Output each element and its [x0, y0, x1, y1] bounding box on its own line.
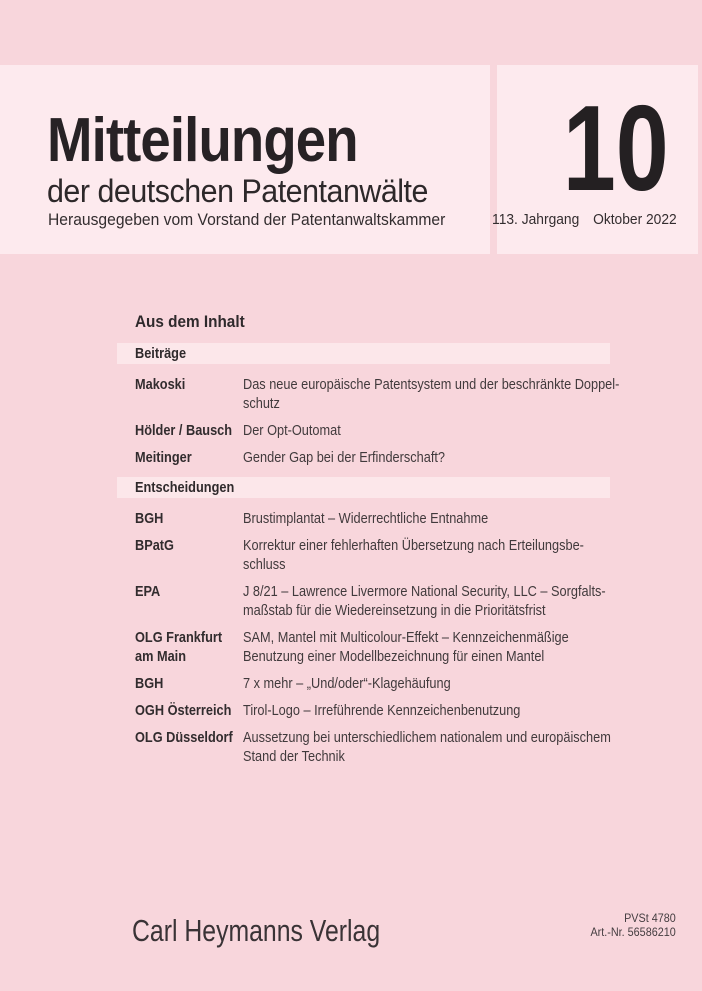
entry-label: BGH — [135, 675, 164, 692]
entry-text: Brustimplantat – Widerrechtliche Entnahme — [243, 510, 489, 527]
toc-entry — [135, 582, 610, 620]
footer-print-info — [581, 911, 676, 939]
entry-text: 7 x mehr – „Und/oder“-Klagehäufung — [243, 675, 451, 692]
toc-entry — [135, 421, 610, 440]
toc-entry — [135, 536, 610, 574]
entry-label: EPA — [135, 583, 161, 600]
section-title: Entscheidungen — [135, 479, 235, 496]
entry-label: OLG Frankfurt am Main — [135, 629, 223, 665]
toc-section-beitraege — [117, 343, 620, 475]
section-entries — [135, 375, 620, 467]
entry-text: SAM, Mantel mit Multicolour-Effekt – Kennzeichenmäßige Benutzung einer Modellbezeichnung für einen Mantel — [243, 629, 569, 665]
footer-publisher-text: Carl Heymanns Verlag — [132, 913, 381, 948]
journal-subtitle — [47, 175, 448, 207]
section-entries — [135, 509, 610, 766]
journal-title-text: Mitteilungen — [47, 106, 358, 175]
issue-dateline — [492, 212, 677, 227]
toc-section-entscheidungen — [117, 477, 610, 774]
toc-entry — [135, 701, 610, 720]
publisher-line — [48, 211, 480, 228]
postal-code: PVSt 4780 — [624, 911, 676, 925]
entry-text: J 8/21 – Lawrence Livermore National Security, LLC – Sorgfalts- maßstab für die Wiedereinsetzung in die Prioritätsfrist — [243, 583, 606, 619]
entry-label: BGH — [135, 510, 164, 527]
entry-label: Makoski — [135, 376, 186, 393]
entry-label: OGH Österreich — [135, 702, 232, 719]
toc-entry — [135, 448, 610, 467]
entry-label: BPatG — [135, 537, 174, 554]
entry-text: Das neue europäische Patentsystem und der beschränkte Doppel- schutz — [243, 376, 620, 412]
entry-text: Gender Gap bei der Erfinderschaft? — [243, 449, 445, 466]
journal-title — [47, 106, 400, 175]
toc-heading-text: Aus dem Inhalt — [135, 312, 245, 331]
toc-entry — [135, 674, 610, 693]
issue-date: Oktober 2022 — [593, 211, 677, 228]
section-bar — [117, 343, 610, 364]
journal-subtitle-text: der deutschen Patentanwälte — [47, 173, 428, 209]
toc-entry — [135, 628, 610, 666]
issue-number — [533, 80, 669, 216]
toc-entry — [135, 375, 620, 413]
volume-label: 113. Jahrgang — [492, 211, 580, 228]
toc-entry — [135, 509, 610, 528]
publisher-line-text: Herausgegeben vom Vorstand der Patentanwaltskammer — [48, 210, 446, 229]
section-bar — [117, 477, 610, 498]
footer-publisher — [132, 915, 442, 946]
entry-label: OLG Düsseldorf — [135, 729, 233, 746]
issue-number-text: 10 — [563, 80, 669, 216]
entry-text: Der Opt-Outomat — [243, 422, 341, 439]
entry-label: Hölder / Bausch — [135, 422, 233, 439]
entry-label: Meitinger — [135, 449, 192, 466]
section-title: Beiträge — [135, 345, 187, 362]
entry-text: Tirol-Logo – Irreführende Kennzeichenbenutzung — [243, 702, 521, 719]
entry-text: Korrektur einer fehlerhaften Übersetzung nach Erteilungsbe- schluss — [243, 537, 584, 573]
toc-entry — [135, 728, 610, 766]
toc-heading — [135, 313, 257, 330]
article-number: Art.-Nr. 56586210 — [590, 925, 676, 939]
entry-text: Aussetzung bei unterschiedlichem nationalem und europäischem Stand der Technik — [243, 729, 611, 765]
